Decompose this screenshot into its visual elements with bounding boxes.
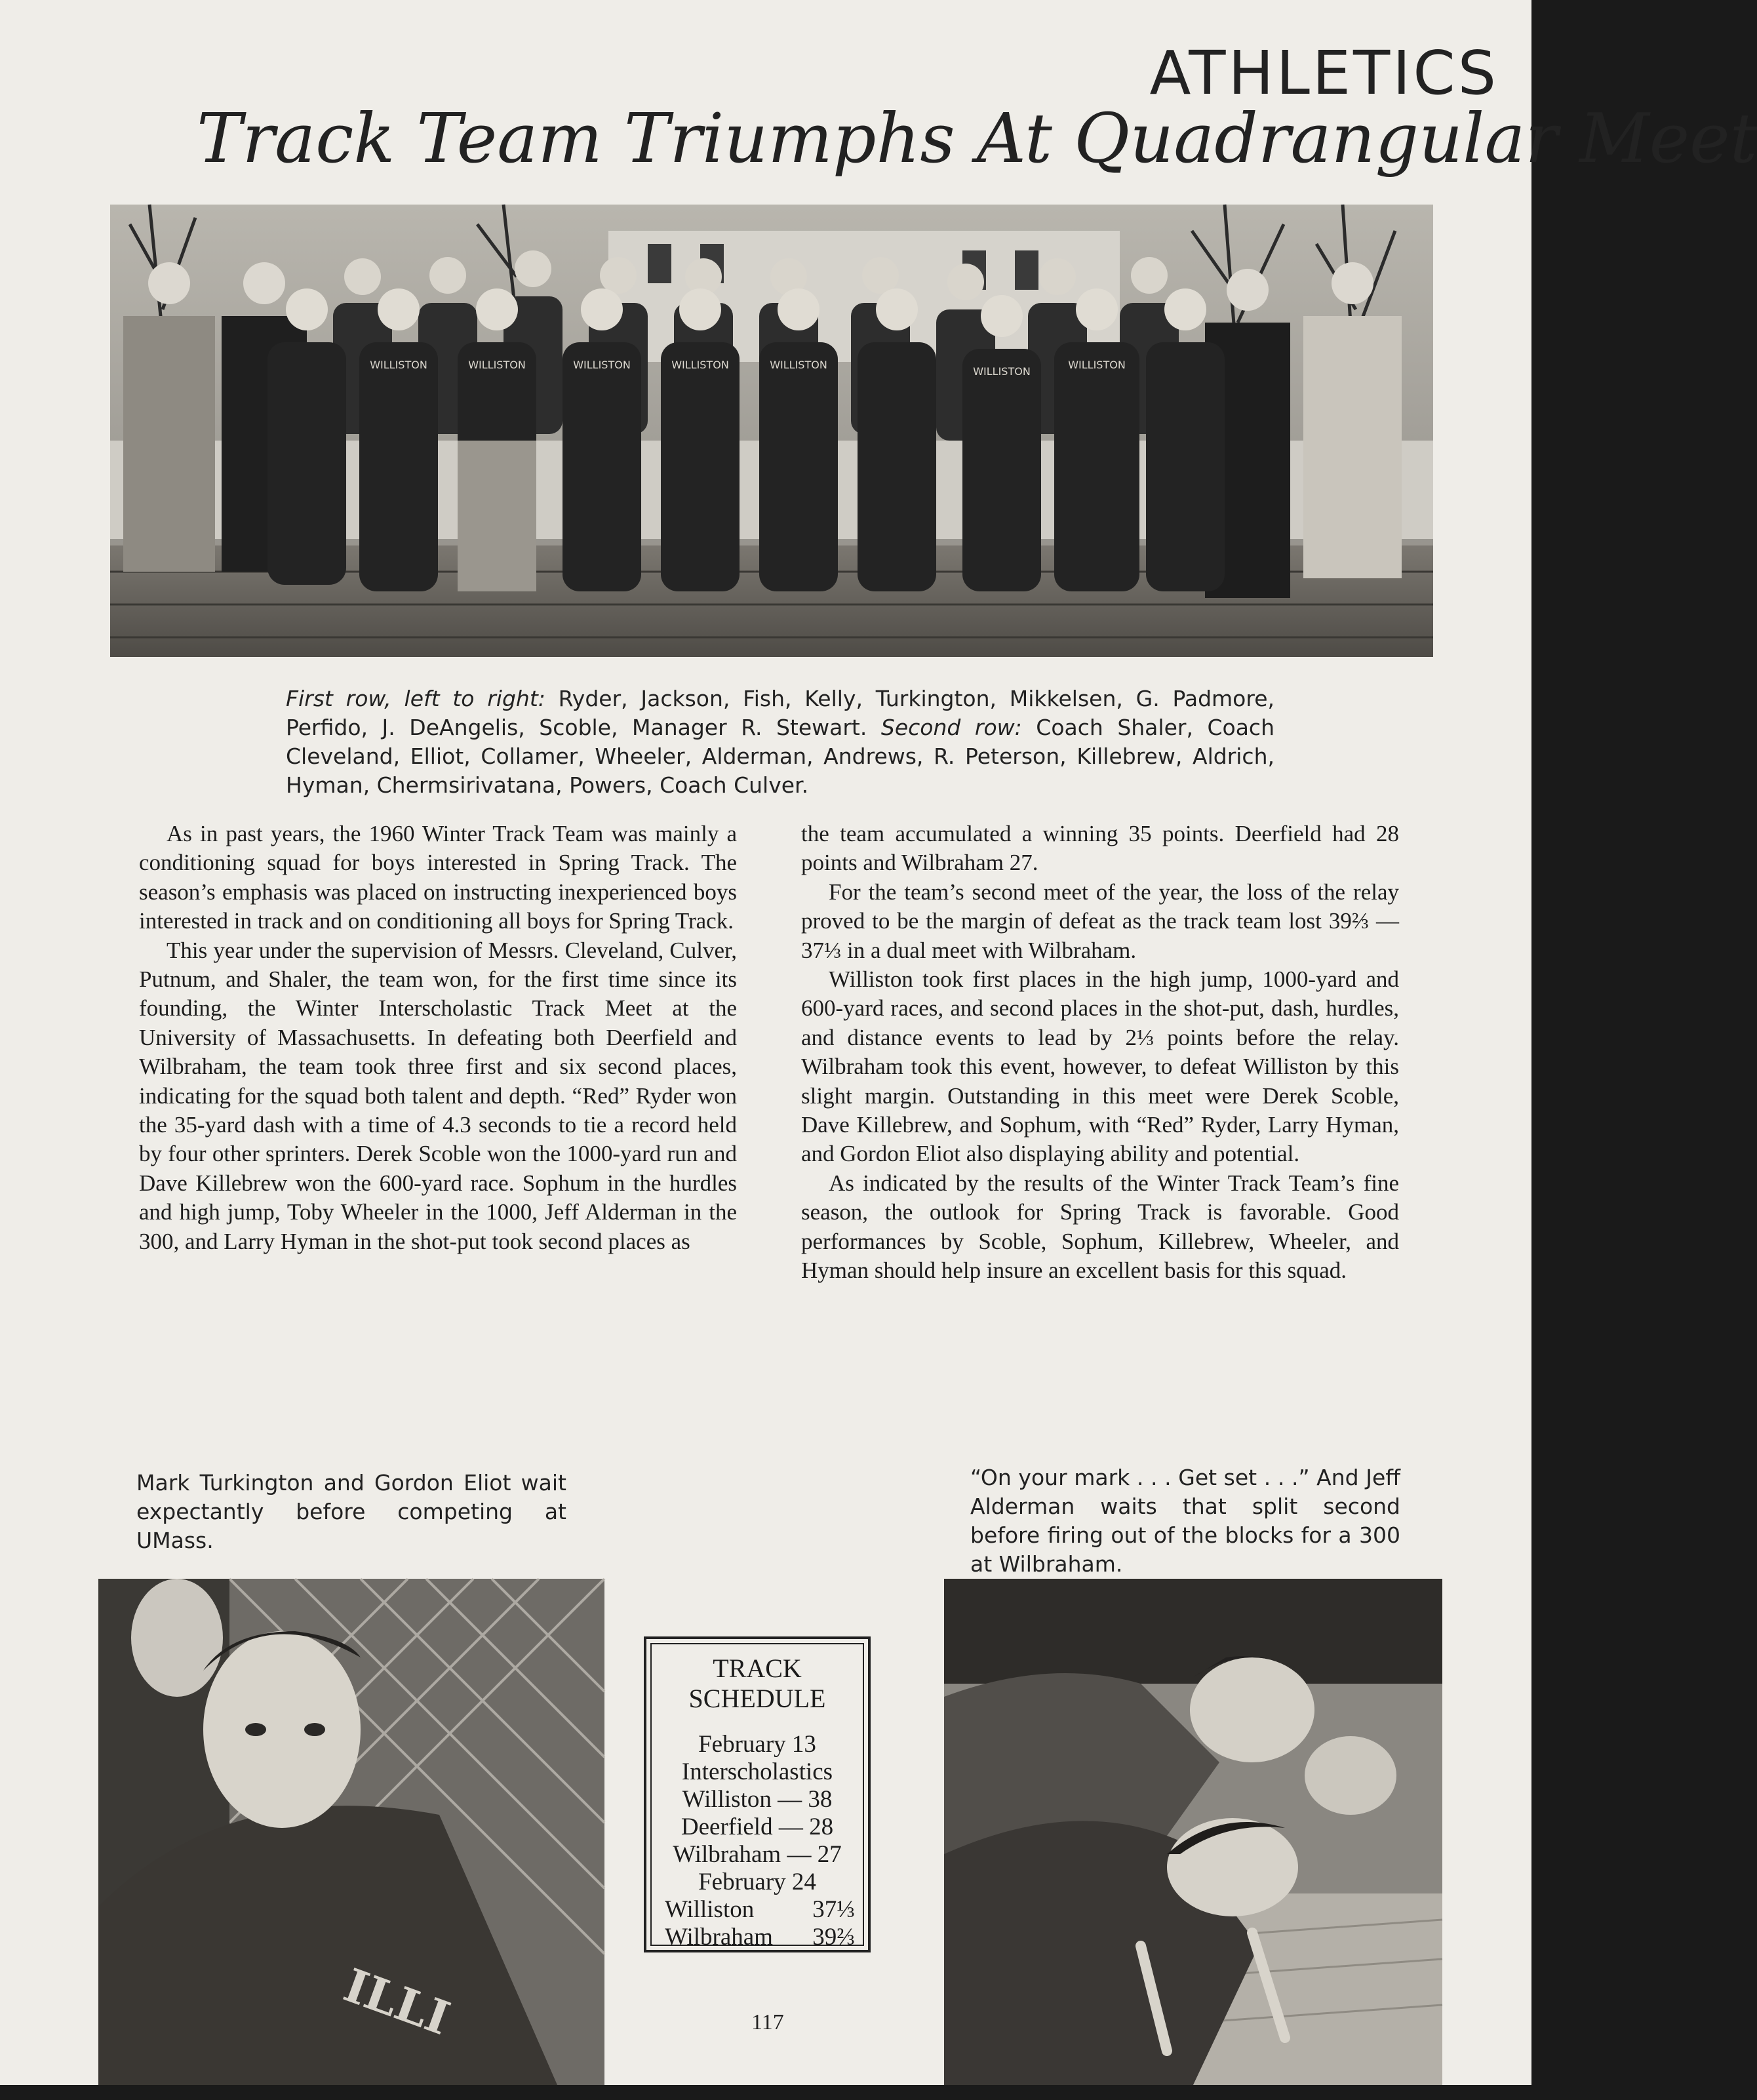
article-paragraph: As indicated by the results of the Winter Track Team’s fine season, the outlook for Spring Track is favorable. Good performances by Scoble, Sophum, Killebrew, Wheeler, and Hyman should help insure an excellent basis for this squad. — [801, 1170, 1399, 1284]
svg-text:WILLISTON: WILLISTON — [1068, 359, 1126, 371]
article-right-column — [801, 820, 1399, 1286]
article-left-column — [139, 820, 737, 1256]
schedule-line: February 13 — [698, 1731, 816, 1758]
team-photo-caption — [286, 684, 1274, 800]
section-label: ATHLETICS — [1149, 38, 1499, 108]
svg-text:WILLISTON: WILLISTON — [573, 359, 631, 371]
first-row-label: First row, left to right: — [286, 686, 545, 711]
schedule-line: Williston — 38 — [682, 1786, 833, 1813]
svg-text:WILLISTON: WILLISTON — [370, 359, 427, 371]
schedule-line: Deerfield — 28 — [681, 1813, 834, 1840]
svg-text:WILLISTON: WILLISTON — [770, 359, 827, 371]
page-number: 117 — [751, 2010, 784, 2034]
svg-text:WILLISTON: WILLISTON — [468, 359, 526, 371]
runners-waiting-image — [98, 1579, 604, 2085]
article-paragraph: This year under the supervision of Messrs. Cleveland, Culver, Putnum, and Shaler, the team won, for the first time since its founding, the Winter Interscholastic Track Meet at the University of Massachusetts. In defeating both Deerfield and Wilbraham, the team took three first and six second places, indicating for the squad both talent and depth. “Red” Ryder won the 35-yard dash with a time of 4.3 seconds to tie a record held by four other sprinters. Derek Scoble won the 1000-yard run and Dave Killebrew won the 600-yard race. Sophum in the hurdles and high jump, Toby Wheeler in the 1000, Jeff Alderman in the 300, and Larry Hyman in the shot-put took second places as — [139, 937, 737, 1254]
sprint-start-image — [944, 1579, 1442, 2085]
left-photo-caption: Mark Turkington and Gordon Eliot wait expectantly before competing at UMass. — [136, 1470, 566, 1553]
schedule-result-row: Williston 37⅓ — [665, 1896, 855, 1923]
schedule-result-row: Wilbraham 39⅔ — [665, 1924, 855, 1951]
article-paragraph: Williston took first places in the high jump, 1000-yard and 600-yard races, and second places in the shot-put, dash, hurdles, and distance events to lead by 2⅓ points before the relay. Wilbraham took this event, however, to defeat Williston by this slight margin. Outstanding in this meet were Derek Scoble, Dave Killebrew, and Sophum, with “Red” Ryder, Larry Hyman, and Gordon Eliot also displaying ability and potential. — [801, 966, 1399, 1167]
svg-text:WILLISTON: WILLISTON — [671, 359, 729, 371]
runners-waiting-photo — [98, 1579, 604, 2085]
svg-text:WILLISTON: WILLISTON — [973, 365, 1031, 378]
sprint-start-photo — [944, 1579, 1442, 2085]
schedule-line: February 24 — [698, 1869, 816, 1895]
second-row-names: Coach Shaler, Coach Cleveland, Elliot, Collamer, Wheeler, Alderman, Andrews, R. Peterson, Killebrew, Aldrich, Hyman, Chermsirivatana, Powers, Coach Culver. — [286, 715, 1274, 798]
article-paragraph-continued: the team accumulated a winning 35 points. Deerfield had 28 points and Wilbraham 27. — [801, 821, 1399, 876]
svg-text:ILLI: ILLI — [337, 1957, 457, 2046]
schedule-line: Wilbraham — 27 — [673, 1841, 842, 1868]
second-row-label: Second row: — [880, 715, 1022, 740]
team-photo — [110, 205, 1433, 657]
article-paragraph: For the team’s second meet of the year, the loss of the relay proved to be the margin of defeat as the track team lost 39⅔ — 37⅓ in a dual meet with Wilbraham. — [801, 879, 1399, 963]
track-schedule-box — [644, 1636, 871, 1952]
article-paragraph: As in past years, the 1960 Winter Track Team was mainly a conditioning squad for boys interested in Spring Track. The season’s emphasis was placed on instructing inexperienced boys interested in track and on conditioning all boys for Spring Track. — [139, 821, 737, 934]
page-headline: Track Team Triumphs At Quadrangular Meet — [197, 98, 1757, 178]
track-schedule-inner — [650, 1643, 864, 1951]
schedule-line: Interscholastics — [681, 1758, 833, 1785]
team-photo-image — [110, 205, 1433, 657]
first-row-names: Ryder, Jackson, Fish, Kelly, Turkington, Mikkelsen, G. Padmore, Perfido, J. DeAngelis, Scoble, Manager R. Stewart. — [286, 686, 1275, 740]
track-schedule-title: TRACK SCHEDULE — [688, 1654, 826, 1713]
right-photo-caption: “On your mark . . . Get set . . .” And Jeff Alderman waits that split second before firing out of the blocks for a 300 at Wilbraham. — [970, 1465, 1400, 1577]
